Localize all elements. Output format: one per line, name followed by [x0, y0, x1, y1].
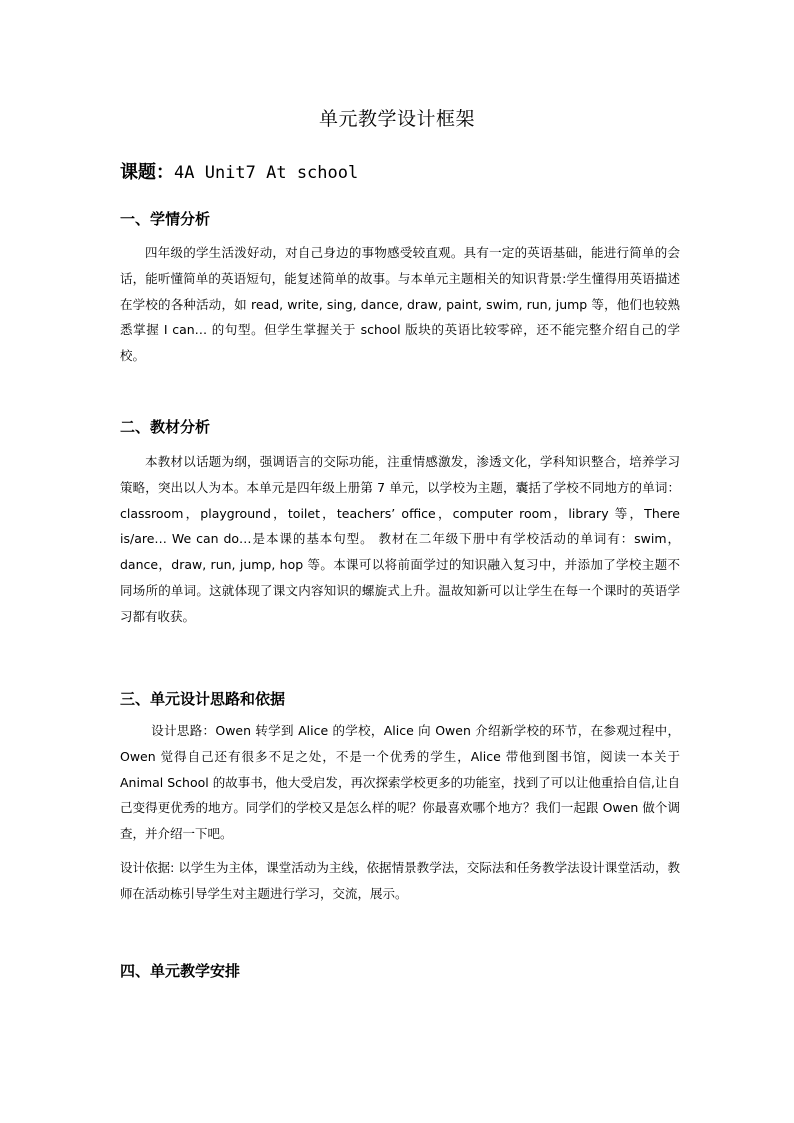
section-heading-unit-schedule: 四、单元教学安排	[120, 962, 241, 980]
topic-label: 课题：	[120, 162, 174, 183]
section-paragraph-textbook-analysis: 本教材以话题为纲，强调语言的交际功能，注重情感激发，渗透文化，学科知识整合，培养学习策略，突出以人为本。本单元是四年级上册第 7 单元，以学校为主题，囊括了学校不同地方的单词：classroom，playground，toilet，teachers’ office，computer room，library 等，There is/are… We can do…是本课的基本句型。 教材在二年级下册中有学校活动的单词有：swim，dance，draw, run, jump, hop 等。本课可以将前面学过的知识融入复习中，并添加了学校主题不同场所的单词。这就体现了课文内容知识的螺旋式上升。温故知新可以让学生在每一个课时的英语学习都有收获。	[120, 454, 680, 624]
topic-value: 4A Unit7 At school	[174, 163, 359, 183]
section-heading-design-rationale: 三、单元设计思路和依据	[120, 690, 286, 708]
lesson-topic	[120, 160, 358, 186]
section-heading-textbook-analysis: 二、教材分析	[120, 418, 211, 436]
section-paragraph-design-idea: 设计思路：Owen 转学到 Alice 的学校，Alice 向 Owen 介绍新学校的环节，在参观过程中，Owen 觉得自己还有很多不足之处，不是一个优秀的学生，Alice 带他到图书馆，阅读一本关于 Animal School 的故事书，他大受启发，再次探索学校更多的功能室，找到了可以让他重拾自信,让自己变得更优秀的地方。同学们的学校又是怎么样的呢？你最喜欢哪个地方？我们一起跟 Owen 做个调查，并介绍一下吧。	[120, 723, 680, 842]
section-paragraph-design-basis: 设计依据: 以学生为主体，课堂活动为主线，依据情景教学法，交际法和任务教学法设计课堂活动，教师在活动栋引导学生对主题进行学习，交流，展示。	[120, 860, 680, 901]
document-title: 单元教学设计框架	[318, 108, 475, 130]
section-heading-learner-analysis: 一、学情分析	[120, 210, 211, 228]
section-paragraph-learner-analysis: 四年级的学生活泼好动，对自己身边的事物感受较直观。具有一定的英语基础，能进行简单的会话，能听懂简单的英语短句，能复述简单的故事。与本单元主题相关的知识背景:学生懂得用英语描述在学校的各种活动，如 read, write, sing, dance, draw, paint, swim, run, jump 等，他们也较熟悉掌握 I can… 的句型。但学生掌握关于 school 版块的英语比较零碎，还不能完整介绍自己的学校。	[120, 245, 680, 364]
